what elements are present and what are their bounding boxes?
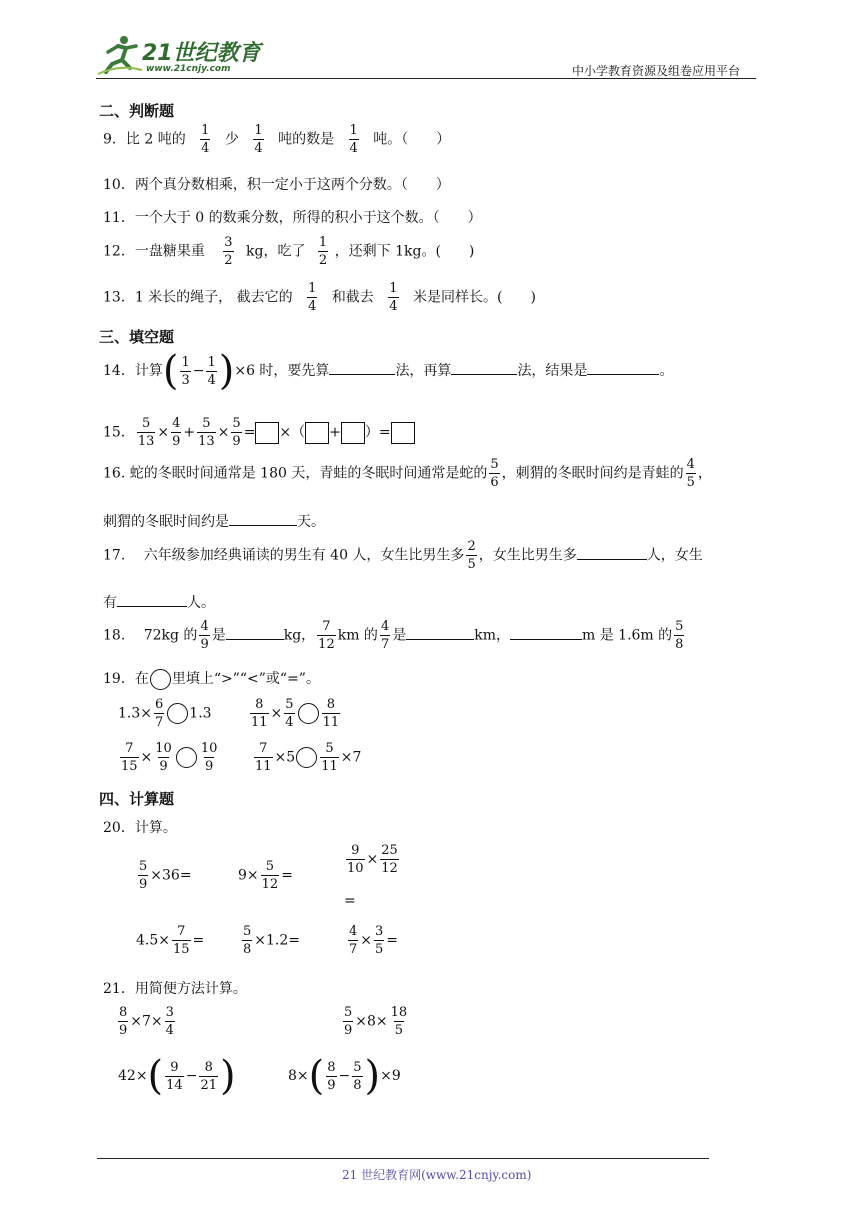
q20-expr-3-eq: =	[344, 893, 356, 909]
logo-url: www.21cnjy.com	[146, 64, 231, 74]
circle-icon	[150, 669, 171, 690]
fraction: $\frac{7}{12}$	[318, 619, 335, 652]
q19-item-3: $\frac{7}{15}$ × $\frac{10}{9}$ $\frac{10}{9}$	[121, 741, 218, 774]
question-11: 11．一个大于 0 的数乘分数，所得的积小于这个数。（ ）	[103, 210, 482, 226]
fraction: $\frac{10}{9}$	[155, 741, 172, 774]
footer-text: 21 世纪教育网(www.21cnjy.com)	[342, 1168, 532, 1182]
question-18: 18. 72kg 的 $\frac{4}{9}$ 是 kg， $\frac{7}{12}$ km 的 $\frac{4}{7}$ 是 km， m 是 1.6m 的 $\frac{5}{8}$	[103, 619, 684, 652]
answer-blank[interactable]	[451, 360, 517, 375]
fraction: $\frac{4}{9}$	[200, 619, 209, 652]
runner-logo-icon	[96, 34, 144, 78]
fraction: $\frac{25}{12}$	[381, 843, 398, 876]
q21-expr-1: $\frac{8}{9}$ ×7× $\frac{3}{4}$	[119, 1005, 174, 1038]
question-10: 10．两个真分数相乘，积一定小于这两个分数。（ ）	[103, 177, 450, 193]
question-21: 21．用简便方法计算。	[103, 981, 247, 997]
fraction: $\frac{8}{11}$	[322, 697, 340, 730]
question-9: 9．比 2 吨的 $\frac{1}{4}$ 少 $\frac{1}{4}$ 吨的数是 $\frac{1}{4}$ 吨。（ ）	[103, 123, 451, 156]
logo-text: 21世纪教育	[142, 41, 261, 66]
question-17: 17. 六年级参加经典诵读的男生有 40 人，女生比男生多 $\frac{2}{5}$ ，女生比男生多 人，女生	[103, 539, 703, 572]
header-right-text: 中小学教育资源及组卷应用平台	[572, 64, 741, 78]
fraction: $\frac{3}{5}$	[375, 924, 384, 957]
fraction: $\frac{4}{7}$	[349, 924, 358, 957]
q21-expr-3: 42×( $\frac{9}{14}$ − $\frac{8}{21}$ )	[118, 1053, 236, 1099]
answer-blank[interactable]	[577, 545, 647, 560]
fraction: $\frac{4}{9}$	[172, 416, 181, 449]
q20-expr-3: $\frac{9}{10}$ × $\frac{25}{12}$	[347, 843, 398, 876]
question-17-line2: 有 人。	[103, 592, 215, 612]
fraction: $\frac{5}{8}$	[675, 619, 684, 652]
fraction: $\frac{3}{2}$	[224, 235, 233, 268]
header-logo	[96, 34, 266, 78]
answer-blank[interactable]	[406, 625, 474, 640]
compare-circle[interactable]	[176, 747, 197, 768]
question-13: 13．1 米长的绳子， 截去它的 $\frac{1}{4}$ 和截去 $\frac{1}{4}$ 米是同样长。( )	[103, 281, 536, 314]
question-12: 12．一盘糖果重 $\frac{3}{2}$ kg，吃了 $\frac{1}{2}$ ，还剩下 1kg。( )	[103, 235, 475, 268]
question-19: 19．在 里填上“>”“<”或“=”。	[103, 668, 320, 690]
fraction: $\frac{9}{14}$	[166, 1059, 183, 1093]
fraction: $\frac{3}{4}$	[165, 1005, 174, 1038]
fraction: $\frac{1}{4}$	[254, 123, 263, 156]
fraction: $\frac{1}{4}$	[349, 123, 358, 156]
fraction: $\frac{5}{4}$	[285, 697, 294, 730]
fraction: $\frac{1}{4}$	[308, 281, 317, 314]
answer-blank[interactable]	[117, 592, 187, 607]
fraction: $\frac{5}{9}$	[344, 1005, 353, 1038]
fraction: $\frac{18}{5}$	[390, 1005, 408, 1038]
answer-blank[interactable]	[229, 511, 297, 526]
q21-expr-2: $\frac{5}{9}$ ×8× $\frac{18}{5}$	[344, 1005, 408, 1038]
compare-circle[interactable]	[167, 703, 188, 724]
fraction: $\frac{7}{15}$	[121, 741, 138, 774]
fraction: $\frac{5}{13}$	[137, 416, 155, 449]
fraction: $\frac{6}{7}$	[155, 697, 164, 730]
fraction: $\frac{10}{9}$	[200, 741, 218, 774]
fraction: $\frac{1}{2}$	[318, 235, 328, 268]
compare-circle[interactable]	[296, 747, 317, 768]
question-15: 15． $\frac{5}{13}$ × $\frac{4}{9}$ + $\frac{5}{13}$ × $\frac{5}{9}$ = ×（ + ）=	[103, 417, 415, 448]
fraction: $\frac{5}{8}$	[243, 924, 252, 957]
q21-expr-4: 8×( $\frac{8}{9}$ − $\frac{5}{8}$ )×9	[288, 1053, 401, 1099]
question-20: 20．计算。	[103, 820, 177, 836]
fraction: $\frac{5}{13}$	[198, 416, 215, 449]
header-rule	[96, 78, 756, 79]
compare-circle[interactable]	[298, 703, 319, 724]
fraction: $\frac{4}{5}$	[686, 457, 695, 490]
answer-blank[interactable]	[329, 360, 395, 375]
fraction: $\frac{1}{4}$	[201, 123, 210, 156]
question-16-line2: 刺猬的冬眠时间约是 天。	[103, 511, 325, 531]
answer-box[interactable]	[305, 422, 329, 444]
question-14: 14．计算( $\frac{1}{3}$ − $\frac{1}{4}$ )×6 时，要先算 法，再算 法，结果是 。	[103, 348, 674, 394]
fraction: $\frac{5}{8}$	[353, 1059, 362, 1093]
q19-item-1: 1.3× $\frac{6}{7}$ 1.3	[118, 697, 212, 730]
section-title-fill: 三、填空题	[99, 328, 175, 346]
answer-blank[interactable]	[587, 360, 659, 375]
fraction: $\frac{4}{7}$	[380, 619, 390, 652]
answer-blank[interactable]	[226, 625, 284, 640]
fraction: $\frac{8}{9}$	[119, 1005, 128, 1038]
fraction: $\frac{8}{21}$	[200, 1059, 217, 1093]
fraction: $\frac{5}{12}$	[261, 859, 279, 892]
fraction: $\frac{2}{5}$	[467, 539, 476, 572]
answer-box[interactable]	[391, 422, 415, 444]
fraction: $\frac{8}{9}$	[327, 1059, 336, 1093]
q19-item-4: $\frac{7}{11}$ ×5 $\frac{5}{11}$ ×7	[255, 741, 362, 774]
fraction: $\frac{1}{3}$	[181, 354, 190, 388]
q20-expr-2: 9× $\frac{5}{12}$ =	[238, 859, 293, 892]
q20-expr-4: 4.5× $\frac{7}{15}$ =	[136, 924, 205, 957]
fraction: $\frac{1}{4}$	[389, 281, 398, 314]
fraction: $\frac{5}{9}$	[232, 416, 241, 449]
fraction: $\frac{1}{4}$	[207, 354, 216, 388]
section-title-judge: 二、判断题	[99, 102, 175, 120]
q20-expr-5: $\frac{5}{8}$ ×1.2=	[243, 924, 301, 957]
fraction: $\frac{8}{11}$	[251, 697, 268, 730]
fraction: $\frac{7}{11}$	[255, 741, 272, 774]
answer-blank[interactable]	[510, 625, 582, 640]
footer-rule	[97, 1158, 709, 1159]
section-title-calc: 四、计算题	[99, 790, 175, 808]
answer-box[interactable]	[341, 422, 365, 444]
q20-expr-1: $\frac{5}{9}$ ×36=	[139, 859, 192, 892]
question-16: 16. 蛇的冬眠时间通常是 180 天，青蛙的冬眠时间通常是蛇的 $\frac{5}{6}$ ，刺猬的冬眠时间约是青蛙的 $\frac{4}{5}$ ，	[103, 457, 712, 490]
fraction: $\frac{5}{9}$	[139, 859, 148, 892]
fraction: $\frac{7}{15}$	[173, 924, 190, 957]
answer-box[interactable]	[255, 422, 279, 444]
fraction: $\frac{5}{6}$	[490, 457, 499, 490]
q20-expr-6: $\frac{4}{7}$ × $\frac{3}{5}$ =	[349, 924, 399, 957]
fraction: $\frac{9}{10}$	[347, 843, 364, 876]
fraction: $\frac{5}{11}$	[321, 741, 338, 774]
q19-item-2: $\frac{8}{11}$ × $\frac{5}{4}$ $\frac{8}{11}$	[251, 697, 340, 730]
